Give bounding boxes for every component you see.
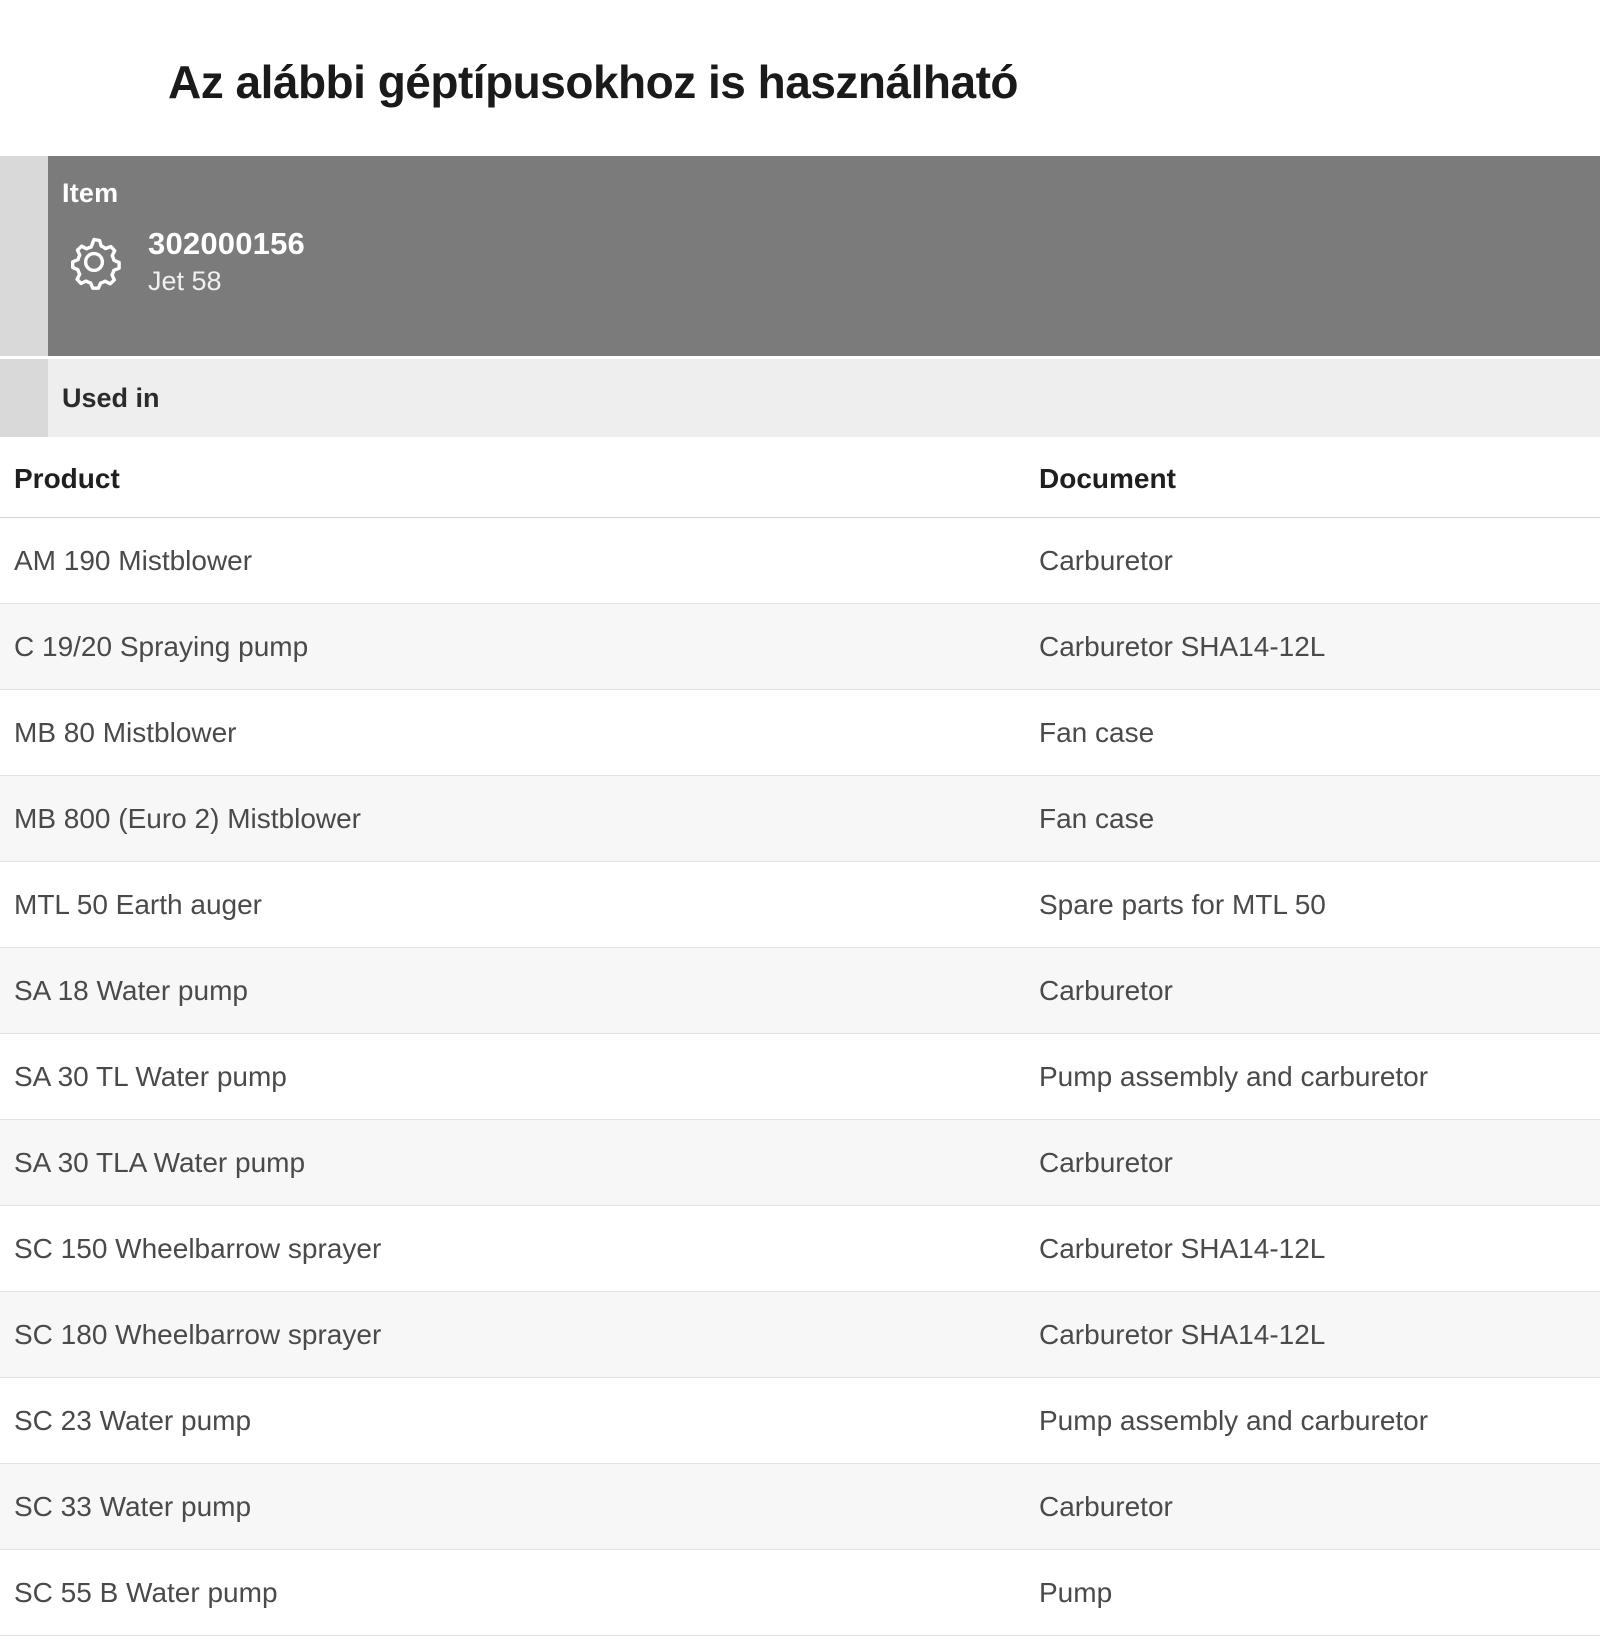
page-title: Az alábbi géptípusokhoz is használható: [168, 55, 1018, 108]
cell-product: SC 150 Wheelbarrow sprayer: [0, 1206, 1025, 1292]
table-row[interactable]: [0, 1378, 1600, 1464]
cell-product: SC 23 Water pump: [0, 1378, 1025, 1464]
cell-document: Spare parts for MTL 50: [1025, 862, 1600, 948]
cell-product: MTL 50 Earth auger: [0, 862, 1025, 948]
table-row[interactable]: [0, 1550, 1600, 1636]
cell-document: Carburetor SHA14-12L: [1025, 1292, 1600, 1378]
cell-document: Carburetor: [1025, 518, 1600, 604]
cell-product: SA 30 TL Water pump: [0, 1034, 1025, 1120]
cell-product: C 19/20 Spraying pump: [0, 604, 1025, 690]
cell-document: Carburetor SHA14-12L: [1025, 604, 1600, 690]
gear-icon: [62, 230, 126, 294]
table-row[interactable]: [0, 776, 1600, 862]
table-row[interactable]: [0, 1206, 1600, 1292]
cell-document: Pump: [1025, 1550, 1600, 1636]
cell-product: MB 800 (Euro 2) Mistblower: [0, 776, 1025, 862]
table-row[interactable]: [0, 604, 1600, 690]
cell-document: Pump assembly and carburetor: [1025, 1034, 1600, 1120]
item-panel-label: Item: [62, 178, 119, 209]
table-row[interactable]: [0, 1292, 1600, 1378]
item-summary-row[interactable]: [62, 225, 1600, 299]
table-row[interactable]: [0, 1120, 1600, 1206]
used-in-label: Used in: [62, 382, 160, 413]
table-row[interactable]: [0, 1034, 1600, 1120]
table-head: [0, 437, 1600, 518]
cell-document: Fan case: [1025, 776, 1600, 862]
cell-product: SA 30 TLA Water pump: [0, 1120, 1025, 1206]
table-row[interactable]: [0, 862, 1600, 948]
item-texts: [148, 225, 305, 299]
cell-product: SA 18 Water pump: [0, 948, 1025, 1034]
item-name: Jet 58: [148, 265, 222, 296]
table-body: [0, 518, 1600, 1636]
table-row[interactable]: [0, 518, 1600, 604]
table-row[interactable]: [0, 690, 1600, 776]
page-root: [0, 31, 1600, 1636]
cell-document: Carburetor: [1025, 1464, 1600, 1550]
cell-product: SC 180 Wheelbarrow sprayer: [0, 1292, 1025, 1378]
cell-document: Fan case: [1025, 690, 1600, 776]
table-header-row: [0, 437, 1600, 518]
cell-document: Carburetor SHA14-12L: [1025, 1206, 1600, 1292]
cell-document: Carburetor: [1025, 948, 1600, 1034]
table-row[interactable]: [0, 948, 1600, 1034]
column-header-product[interactable]: Product: [0, 437, 1025, 518]
item-panel-gutter: [0, 156, 48, 356]
used-in-gutter: [0, 359, 48, 437]
cell-product: MB 80 Mistblower: [0, 690, 1025, 776]
column-header-document[interactable]: Document: [1025, 437, 1600, 518]
cell-product: SC 55 B Water pump: [0, 1550, 1025, 1636]
item-panel-body: [48, 156, 1600, 356]
cell-product: SC 33 Water pump: [0, 1464, 1025, 1550]
used-in-section-header: [0, 356, 1600, 437]
item-panel: [0, 156, 1600, 356]
item-code: 302000156: [148, 226, 305, 262]
cell-document: Pump assembly and carburetor: [1025, 1378, 1600, 1464]
used-in-table: [0, 437, 1600, 1636]
cell-document: Carburetor: [1025, 1120, 1600, 1206]
cell-product: AM 190 Mistblower: [0, 518, 1025, 604]
table-row[interactable]: [0, 1464, 1600, 1550]
